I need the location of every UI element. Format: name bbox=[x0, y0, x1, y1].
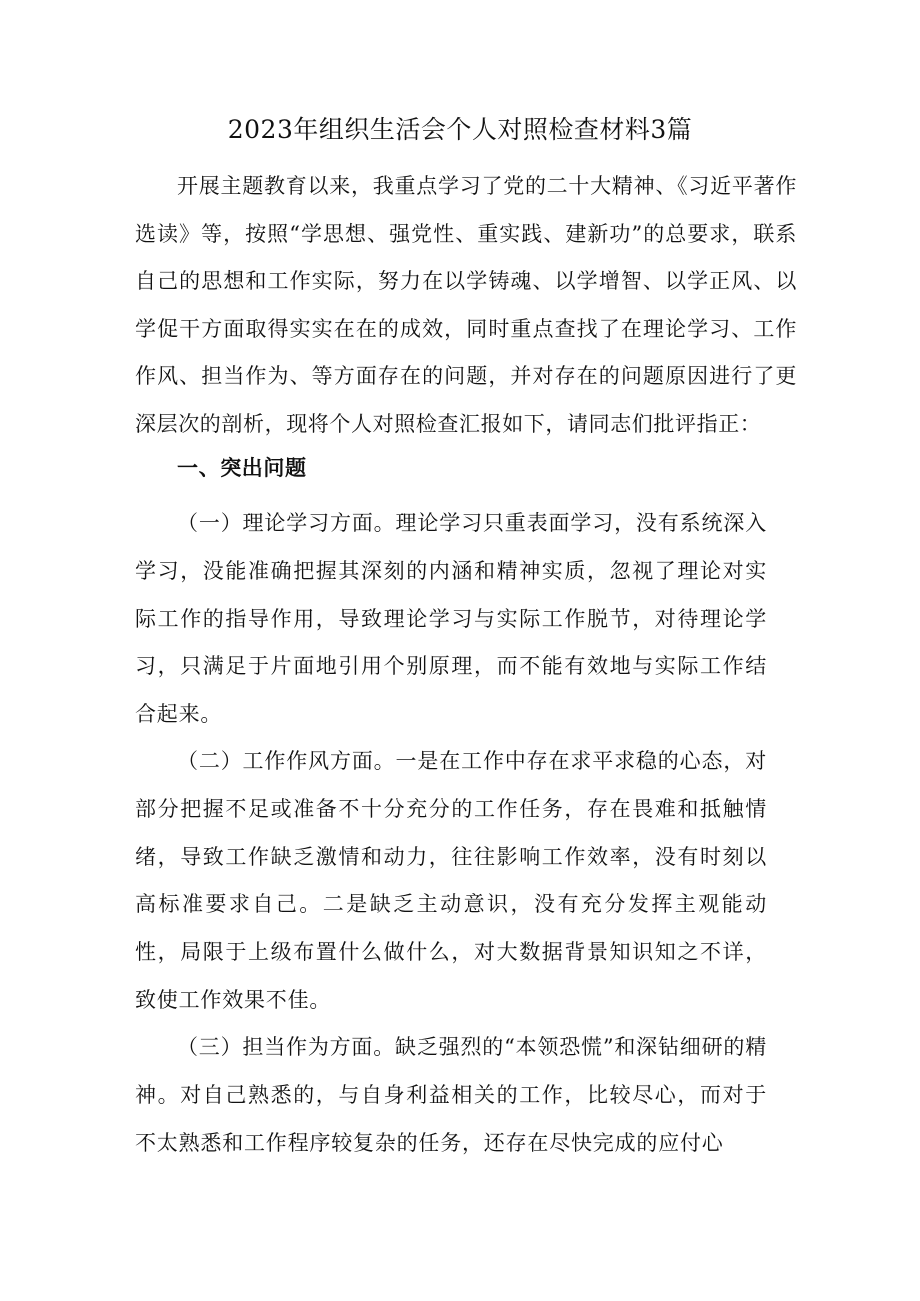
paragraph-responsibility: （三）担当作为方面。缺乏强烈的“本领恐慌”和深钻细研的精神。对自己熟悉的，与自身利益相关的工作，比较尽心，而对于不太熟悉和工作程序较复杂的任务，还存在尽快完成的应付心 bbox=[135, 1035, 767, 1155]
document-title: 2023年组织生活会个人对照检查材料3篇 bbox=[227, 115, 693, 144]
section-heading: 一、突出问题 bbox=[177, 455, 307, 480]
paragraph-work-style: （二）工作作风方面。一是在工作中存在求平求稳的心态，对部分把握不足或准备不十分充分的工作任务，存在畏难和抵触情绪，导致工作缺乏激情和动力，往往影响工作效率，没有时刻以高标准要求自己。二是缺乏主动意识，没有充分发挥主观能动性，局限于上级布置什么做什么，对大数据背景知识知之不详，致使工作效果不佳。 bbox=[135, 749, 767, 1012]
intro-paragraph: 开展主题教育以来，我重点学习了党的二十大精神、《习近平著作选读》等，按照“学思想、强党性、重实践、建新功”的总要求，联系自己的思想和工作实际，努力在以学铸魂、以学增智、以学正风、以学促干方面取得实实在在的成效，同时重点查找了在理论学习、工作作风、担当作为、等方面存在的问题，并对存在的问题原因进行了更深层次的剖析，现将个人对照检查汇报如下，请同志们批评指正： bbox=[135, 174, 797, 436]
paragraph-theory-study: （一）理论学习方面。理论学习只重表面学习，没有系统深入学习，没能准确把握其深刻的内涵和精神实质，忽视了理论对实际工作的指导作用，导致理论学习与实际工作脱节，对待理论学习，只满足于片面地引用个别原理，而不能有效地与实际工作结合起来。 bbox=[135, 511, 767, 727]
